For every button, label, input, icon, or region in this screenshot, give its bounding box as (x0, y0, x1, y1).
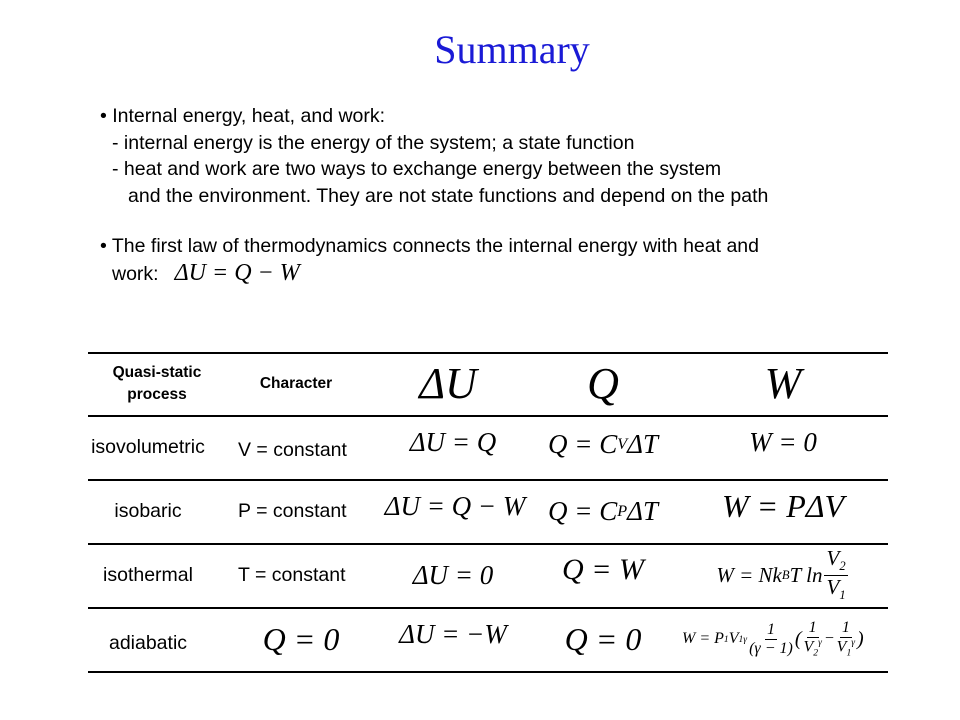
header-w: W (764, 359, 802, 408)
page-title: Summary (434, 27, 590, 72)
first-law-formula: ΔU = Q − W (174, 259, 300, 286)
row-q: Q = C P ΔT (548, 495, 658, 526)
row-process: adiabatic (108, 631, 188, 654)
row-delta-u: ΔU = Q (409, 426, 497, 457)
row-process: isobaric (114, 499, 182, 522)
row-character: Q = 0 (262, 620, 340, 657)
bullet-line: - heat and work are two ways to exchange energy between the system (112, 158, 722, 180)
header-process: Quasi-static process (112, 363, 202, 403)
row-w-adiabatic: W = P 1 V 1 γ $\frac{1}{(\gamma - 1)}$ ( $\frac{1}{V_2^\gamma}$ − $\frac{1}{V_1^\gamma}$ ) (682, 619, 864, 659)
bullet-internal-energy: • Internal energy, heat, and work: (100, 105, 386, 127)
bullet-first-law: • The first law of thermodynamics connects the internal energy with heat and (100, 235, 759, 257)
bullet-line: work: ΔU = Q − W (112, 259, 300, 286)
row-q: Q = 0 (564, 620, 642, 657)
row-character: V = constant (238, 438, 347, 461)
bullet-line: - internal energy is the energy of the system; a state function (112, 131, 635, 154)
header-q: Q (587, 359, 619, 408)
header-delta-u: ΔU (419, 359, 477, 408)
row-w: W = PΔV (721, 487, 845, 524)
row-w: W = 0 (749, 426, 817, 457)
row-q: Q = C V ΔT (548, 428, 658, 459)
header-character: Character (259, 374, 333, 392)
row-delta-u: ΔU = −W (399, 618, 507, 649)
row-q: Q = W (562, 553, 644, 586)
summary-bullets (100, 103, 930, 287)
row-character: P = constant (238, 499, 347, 522)
bullet-line: and the environment. They are not state functions and depend on the path (128, 184, 769, 207)
row-process: isothermal (103, 563, 193, 586)
row-character: T = constant (238, 563, 346, 586)
row-delta-u: ΔU = 0 (412, 559, 494, 590)
row-process: isovolumetric (91, 435, 205, 458)
row-w: W = Nk B T ln $\frac{V_2}{V_1}$ (716, 546, 846, 602)
row-delta-u: ΔU = Q − W (384, 490, 526, 521)
